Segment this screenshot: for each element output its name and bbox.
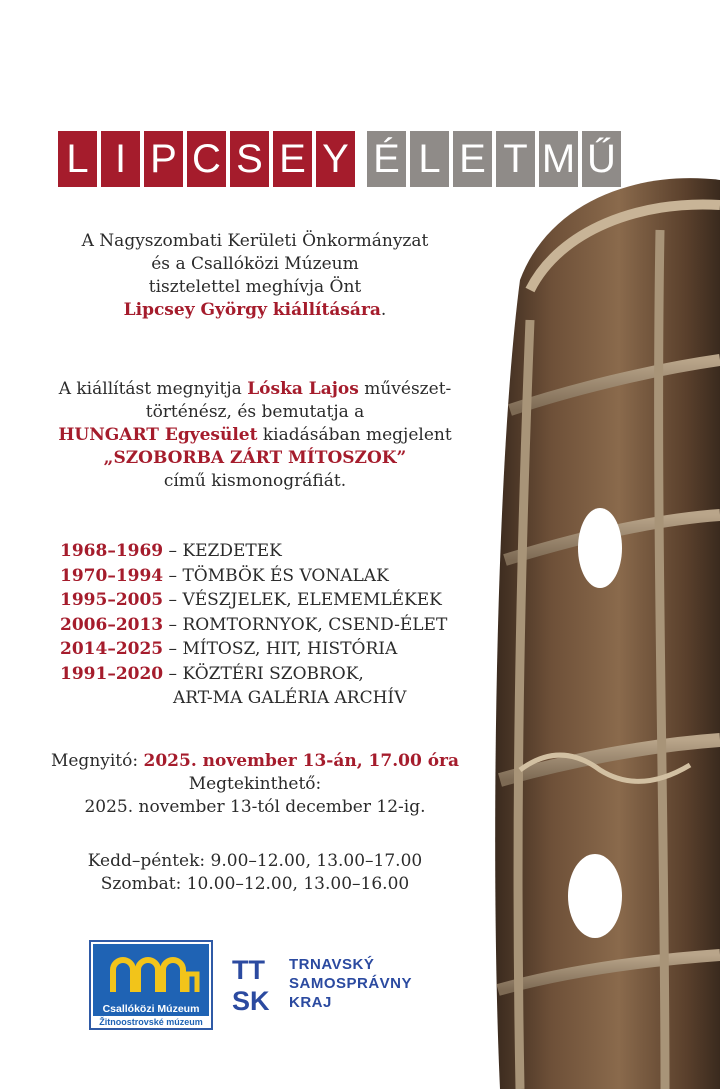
title-letter: E: [273, 131, 312, 187]
viewable-dates: 2025. november 13-tól december 12-ig.: [84, 797, 426, 817]
period-label: – VÉSZJELEK, ELEMEMLÉKEK: [163, 590, 442, 610]
museum-subname: Žitnoostrovské múzeum: [99, 1017, 203, 1027]
period-years: 2006–2013: [60, 614, 164, 635]
text-segment: kiadásában megjelent: [257, 425, 452, 445]
period-label: – MÍTOSZ, HIT, HISTÓRIA: [163, 639, 398, 659]
museum-name: Csallóközi Múzeum: [93, 1002, 209, 1016]
tsk-name: [289, 955, 412, 1012]
period-years: 1970–1994: [60, 565, 164, 586]
opening-date: 2025. november 13-án, 17.00 óra: [143, 751, 460, 771]
opening-description: [40, 378, 470, 493]
period-continuation: ART-MA GALÉRIA ARCHÍV: [173, 688, 407, 708]
tsk-name-line: KRAJ: [289, 994, 332, 1011]
title-letter: E: [453, 131, 492, 187]
opening-label: Megnyitó:: [50, 751, 144, 771]
period-years: 2014–2025: [60, 639, 164, 659]
invitation-text: [40, 230, 470, 322]
title-letter: P: [144, 131, 183, 187]
title-gap: [359, 131, 363, 187]
period-list: [60, 539, 480, 711]
period-row: [60, 588, 480, 613]
period-label: – TÖMBÖK ÉS VONALAK: [163, 565, 389, 586]
tsk-mark-icon: [232, 955, 286, 1015]
sculpture-photo: [490, 170, 720, 1089]
invitation-line: és a Csallóközi Múzeum: [151, 254, 359, 274]
title-letter: M: [539, 131, 578, 187]
opening-line: [40, 424, 470, 447]
opening-line: című kismonográfiát.: [163, 471, 347, 491]
opening-hours: [40, 850, 470, 896]
title-letter: L: [58, 131, 97, 187]
weekday-hours: Kedd–péntek: 9.00–12.00, 13.00–17.00: [87, 851, 423, 871]
tsk-logo: [232, 955, 442, 1015]
period-row: [60, 564, 480, 589]
period-row: [60, 613, 480, 638]
text-segment: művészet-: [358, 379, 452, 399]
arches-icon: [93, 944, 213, 1002]
tsk-name-line: SAMOSPRÁVNY: [289, 975, 413, 992]
punctuation: .: [380, 300, 387, 320]
period-row: [60, 539, 480, 564]
invitation-line: [40, 299, 470, 322]
museum-logo: [89, 940, 213, 1030]
title-letter: T: [496, 131, 535, 187]
period-label: – KÖZTÉRI SZOBROK,: [163, 663, 364, 684]
museum-logo-emblem: [93, 944, 209, 1002]
invitation-line: tisztelettel meghívja Önt: [148, 277, 362, 297]
period-row: [60, 637, 480, 662]
title-letter: C: [187, 131, 226, 187]
opening-line: [40, 378, 470, 401]
speaker-name: Lóska Lajos: [247, 379, 359, 399]
viewable-label: Megtekinthető:: [188, 774, 322, 794]
title-letter: L: [410, 131, 449, 187]
opening-line: történész, és bemutatja a: [145, 402, 365, 422]
period-row: [60, 662, 480, 687]
title-letter: I: [101, 131, 140, 187]
title-letter: É: [367, 131, 406, 187]
title-letter: S: [230, 131, 269, 187]
text-segment: A kiállítást megnyitja: [58, 379, 248, 399]
publisher-name: HUNGART Egyesület: [58, 425, 258, 445]
opening-date-line: [40, 750, 470, 773]
tsk-mark-bottom: SK: [232, 986, 270, 1015]
title-letter: Y: [316, 131, 355, 187]
invitation-line: A Nagyszombati Kerületi Önkormányzat: [81, 231, 429, 251]
period-label: – ROMTORNYOK, CSEND-ÉLET: [163, 614, 448, 635]
saturday-hours: Szombat: 10.00–12.00, 13.00–16.00: [100, 874, 410, 894]
opening-line: „SZOBORBA ZÁRT MÍTOSZOK”: [103, 448, 407, 468]
period-years: 1995–2005: [60, 590, 164, 610]
tsk-mark-top: TT: [232, 955, 265, 985]
period-years: 1968–1969: [60, 541, 164, 561]
tsk-name-line: TRNAVSKÝ: [289, 956, 375, 973]
dates-info: [40, 750, 470, 819]
period-label: – KEZDETEK: [163, 541, 282, 561]
period-years: 1991–2020: [60, 663, 164, 684]
artist-highlight: Lipcsey György kiállítására: [123, 300, 381, 320]
title-letter: Ű: [582, 131, 621, 187]
